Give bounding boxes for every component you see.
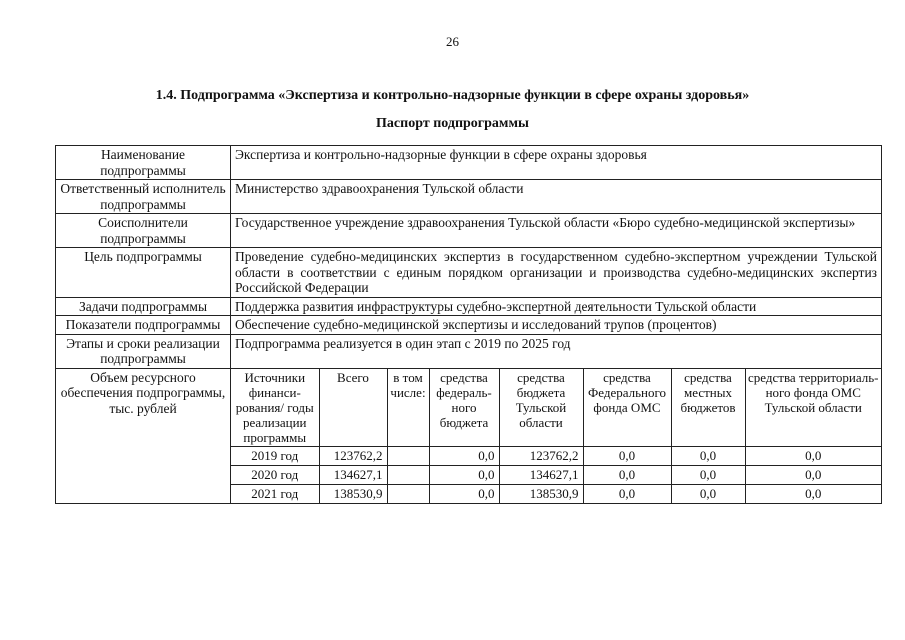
header-federal: средства федераль-ного бюджета — [429, 369, 499, 447]
row-label: Цель подпрограммы — [56, 248, 231, 298]
table-row — [231, 446, 881, 465]
local-cell: 0,0 — [671, 465, 745, 484]
including-cell — [387, 484, 429, 503]
finance-header-row — [231, 369, 881, 447]
including-cell — [387, 446, 429, 465]
passport-row-stages — [56, 334, 882, 368]
table-row — [231, 465, 881, 484]
header-including: в том числе: — [387, 369, 429, 447]
passport-table — [55, 145, 882, 504]
regional-cell: 134627,1 — [499, 465, 583, 484]
ffoms-cell: 0,0 — [583, 446, 671, 465]
header-local: средства местных бюджетов — [671, 369, 745, 447]
row-value: Проведение судебно-медицинских экспертиз в государственном судебно-экспертном учреждении Тульской области в соответствии с единым порядком организации и производства судебно-медицинских экспертиз Российской Федерации — [231, 248, 882, 298]
section-title: 1.4. Подпрограмма «Экспертиза и контрольно-надзорные функции в сфере охраны здоровья» — [155, 88, 750, 103]
row-value: Подпрограмма реализуется в один этап с 2019 по 2025 год — [231, 334, 882, 368]
header-total: Всего — [319, 369, 387, 447]
row-label: Наименование подпрограммы — [56, 146, 231, 180]
row-label: Объем ресурсного обеспечения подпрограммы, тыс. рублей — [56, 368, 231, 503]
year-cell: 2020 год — [231, 465, 319, 484]
ffoms-cell: 0,0 — [583, 465, 671, 484]
total-cell: 138530,9 — [319, 484, 387, 503]
regional-cell: 138530,9 — [499, 484, 583, 503]
header-sources: Источники финанси-рования/ годы реализации программы — [231, 369, 319, 447]
federal-cell: 0,0 — [429, 465, 499, 484]
row-label: Задачи подпрограммы — [56, 297, 231, 316]
header-tfoms: средства территориаль-ного фонда ОМС Тульской области — [745, 369, 881, 447]
passport-row-coexecutors — [56, 214, 882, 248]
passport-row-name — [56, 146, 882, 180]
row-label: Соисполнители подпрограммы — [56, 214, 231, 248]
year-cell: 2019 год — [231, 446, 319, 465]
passport-row-executor — [56, 180, 882, 214]
federal-cell: 0,0 — [429, 446, 499, 465]
row-value: Обеспечение судебно-медицинской экспертизы и исследований трупов (процентов) — [231, 316, 882, 335]
passport-row-finance — [56, 368, 882, 503]
finance-table-cell — [231, 368, 882, 503]
local-cell: 0,0 — [671, 446, 745, 465]
tfoms-cell: 0,0 — [745, 484, 881, 503]
passport-row-goal — [56, 248, 882, 298]
total-cell: 123762,2 — [319, 446, 387, 465]
local-cell: 0,0 — [671, 484, 745, 503]
passport-row-tasks — [56, 297, 882, 316]
table-row — [231, 484, 881, 503]
row-value: Министерство здравоохранения Тульской области — [231, 180, 882, 214]
regional-cell: 123762,2 — [499, 446, 583, 465]
total-cell: 134627,1 — [319, 465, 387, 484]
row-value: Поддержка развития инфраструктуры судебно-экспертной деятельности Тульской области — [231, 297, 882, 316]
passport-row-indicators — [56, 316, 882, 335]
row-label: Показатели подпрограммы — [56, 316, 231, 335]
row-value: Государственное учреждение здравоохранения Тульской области «Бюро судебно-медицинской экспертизы» — [231, 214, 882, 248]
tfoms-cell: 0,0 — [745, 465, 881, 484]
page-number: 26 — [446, 34, 459, 49]
including-cell — [387, 465, 429, 484]
row-value: Экспертиза и контрольно-надзорные функции в сфере охраны здоровья — [231, 146, 882, 180]
passport-title: Паспорт подпрограммы — [376, 116, 529, 131]
ffoms-cell: 0,0 — [583, 484, 671, 503]
header-regional: средства бюджета Тульской области — [499, 369, 583, 447]
year-cell: 2021 год — [231, 484, 319, 503]
tfoms-cell: 0,0 — [745, 446, 881, 465]
finance-table — [231, 369, 881, 503]
header-ffoms: средства Федерального фонда ОМС — [583, 369, 671, 447]
federal-cell: 0,0 — [429, 484, 499, 503]
row-label: Этапы и сроки реализации подпрограммы — [56, 334, 231, 368]
row-label: Ответственный исполнитель подпрограммы — [56, 180, 231, 214]
